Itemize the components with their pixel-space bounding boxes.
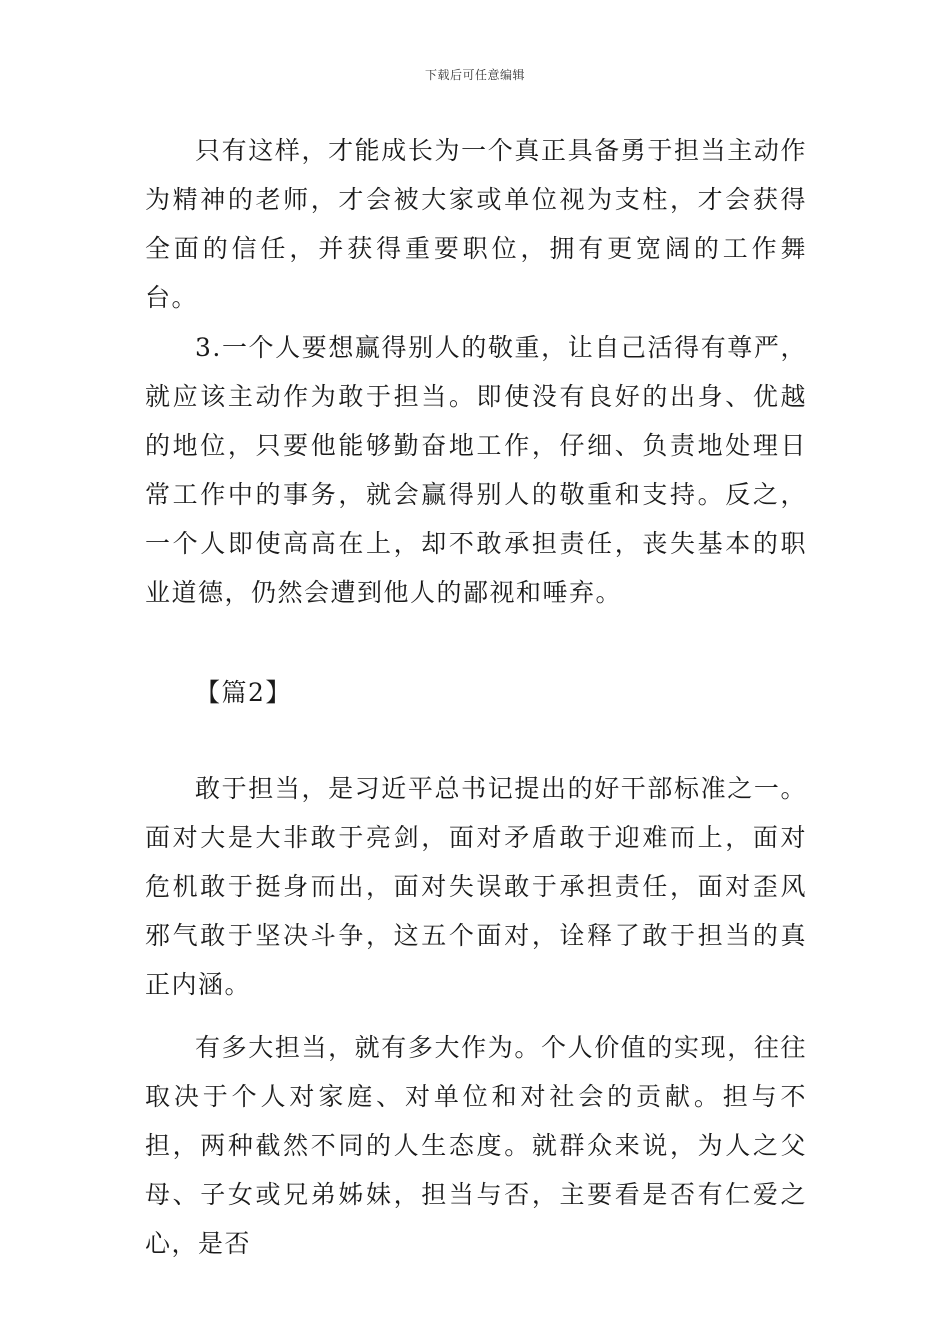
paragraph-3-text: 敢于担当，是习近平总书记提出的好干部标准之一。面对大是大非敢于亮剑，面对矛盾敢于迎难而上，面对危机敢于挺身而出，面对失误敢于承担责任，面对歪风邪气敢于坚决斗争，这五个面对，诠释了敢于担当的真正内涵。	[145, 774, 807, 999]
section-heading	[145, 668, 807, 717]
paragraph-1-text: 只有这样，才能成长为一个真正具备勇于担当主动作为精神的老师，才会被大家或单位视为支柱，才会获得全面的信任，并获得重要职位，拥有更宽阔的工作舞台。	[145, 136, 807, 312]
paragraph-3	[145, 764, 807, 1009]
paragraph-2-text: 3.一个人要想赢得别人的敬重，让自己活得有尊严，就应该主动作为敢于担当。即使没有良好的出身、优越的地位，只要他能够勤奋地工作，仔细、负责地处理日常工作中的事务，就会赢得别人的敬重和支持。反之，一个人即使高高在上，却不敢承担责任，丧失基本的职业道德，仍然会遭到他人的鄙视和唾弃。	[145, 333, 807, 607]
paragraph-1	[145, 126, 807, 322]
paragraph-4-text: 有多大担当，就有多大作为。个人价值的实现，往往取决于个人对家庭、对单位和对社会的贡献。担与不担，两种截然不同的人生态度。就群众来说，为人之父母、子女或兄弟姊妹，担当与否，主要看是否有仁爱之心，是否	[145, 1033, 807, 1258]
section-heading-text: 【篇2】	[195, 678, 292, 707]
paragraph-4	[145, 1023, 807, 1268]
paragraph-2	[145, 323, 807, 617]
header-note: 下载后可任意编辑	[424, 68, 525, 82]
